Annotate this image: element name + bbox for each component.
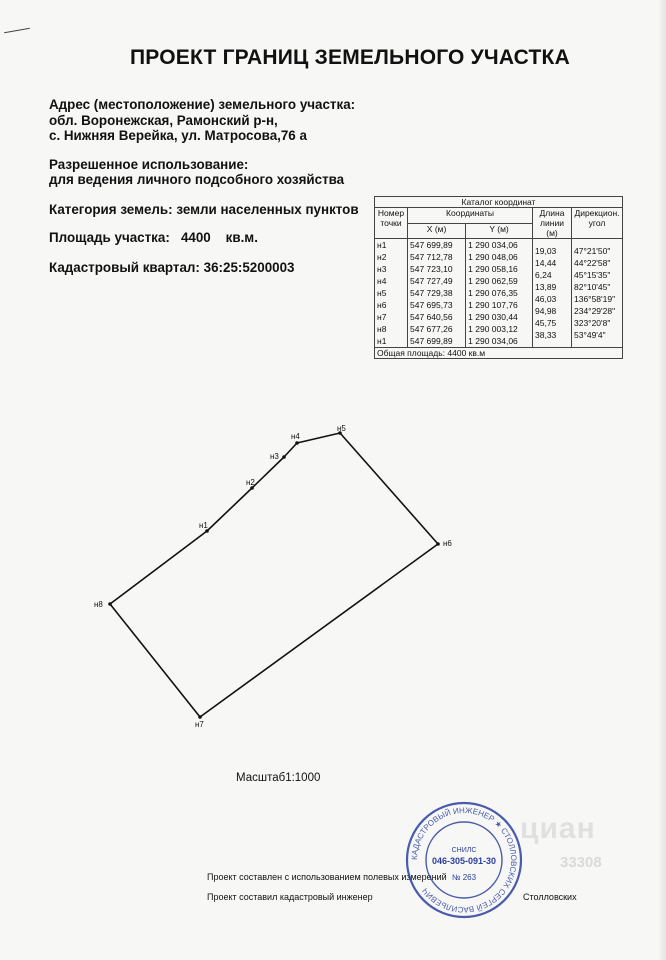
col-angle-header: Дирекцион. угол <box>572 208 623 239</box>
segment-angle: 47°21'50" <box>574 246 611 256</box>
col-coords-header: Координаты <box>408 208 533 224</box>
y-cell: 1 290 048,06 <box>466 251 533 263</box>
signer-name: Столловских <box>523 892 577 902</box>
footer-note: Проект составлен с использованием полевых измерений <box>207 872 447 882</box>
page-edge-shadow <box>658 0 666 960</box>
plot-vertex-label: н5 <box>337 424 346 433</box>
y-cell: 1 290 076,35 <box>466 287 533 299</box>
footer-engineer: Проект составил кадастровый инженер <box>207 892 373 902</box>
engineer-seal <box>404 800 524 920</box>
watermark-logo: циан <box>520 812 596 845</box>
x-cell: 547 695,73 <box>408 299 466 311</box>
x-cell: 547 729,38 <box>408 287 466 299</box>
plot-vertex-label: н1 <box>199 521 208 530</box>
plot-vertex-label: н8 <box>94 600 103 609</box>
plot-vertex-label: н3 <box>270 452 279 461</box>
scale-label: Масштаб1:1000 <box>236 772 321 784</box>
segment-length: 45,75 <box>535 318 557 328</box>
plot-vertex <box>282 455 286 459</box>
svg-text:СНИЛС: СНИЛС <box>451 847 477 854</box>
point-cell: н2 <box>375 251 408 263</box>
y-cell: 1 290 030,44 <box>466 311 533 323</box>
plot-vertex <box>108 602 112 606</box>
x-cell: 547 640,56 <box>408 311 466 323</box>
point-cell: н6 <box>375 299 408 311</box>
cadastral-value: 36:25:5200003 <box>203 260 295 275</box>
permitted-use-label: Разрешенное использование: <box>49 157 249 172</box>
x-cell: 547 712,78 <box>408 251 466 263</box>
segment-length: 19,03 <box>535 246 557 256</box>
segment-length: 38,33 <box>535 330 557 340</box>
plot-vertex <box>436 542 440 546</box>
segment-angle: 323°20'8" <box>574 318 611 328</box>
col-y-header: Y (м) <box>466 223 533 239</box>
point-cell: н4 <box>375 275 408 287</box>
y-cell: 1 290 107,76 <box>466 299 533 311</box>
y-cell: 1 290 062,59 <box>466 275 533 287</box>
catalog-total: Общая площадь: 4400 кв.м <box>375 348 623 359</box>
area-label: Площадь участка: <box>49 230 170 245</box>
address-line-2: с. Нижняя Верейка, ул. Матросова,76 а <box>49 128 307 143</box>
land-category-value: земли населенных пунктов <box>176 202 359 217</box>
segment-angle: 53°49'4" <box>574 330 606 340</box>
y-cell: 1 290 034,06 <box>466 239 533 252</box>
address-label: Адрес (местоположение) земельного участка: <box>49 97 356 112</box>
x-cell: 547 723,10 <box>408 263 466 275</box>
svg-text:№ 263: № 263 <box>451 873 477 882</box>
segment-angle: 136°58'19" <box>574 294 616 304</box>
cadastral-label: Кадастровый квартал: <box>49 260 200 275</box>
segment-angle: 234°29'28" <box>574 306 616 316</box>
y-cell: 1 290 003,12 <box>466 323 533 335</box>
area-unit: кв.м. <box>225 230 258 245</box>
svg-text:046-305-091-30: 046-305-091-30 <box>431 856 497 866</box>
land-category-label: Категория земель: <box>49 202 173 217</box>
permitted-use-value: для ведения личного подсобного хозяйства <box>49 172 345 187</box>
point-cell: н5 <box>375 287 408 299</box>
segment-angle: 44°22'58" <box>574 258 611 268</box>
catalog-title: Каталог координат <box>375 197 623 208</box>
plot-vertex-label: н6 <box>443 539 452 548</box>
segment-length: 94,98 <box>535 306 557 316</box>
point-cell: н8 <box>375 323 408 335</box>
watermark-number: 33308 <box>560 854 602 871</box>
x-cell: 547 727,49 <box>408 275 466 287</box>
plot-boundary <box>110 433 438 717</box>
plot-vertex-label: н7 <box>195 720 204 729</box>
x-cell: 547 699,89 <box>408 335 466 348</box>
svg-text:КАДАСТРОВЫЙ ИНЖЕНЕР ★ СТОЛЛОВС: КАДАСТРОВЫЙ ИНЖЕНЕР ★ СТОЛЛОВСКИХ СЕРГЕЙ ВАСИЛЬЕВИЧ <box>409 805 519 915</box>
col-length-header: Длина линии (м) <box>533 208 572 239</box>
point-cell: н7 <box>375 311 408 323</box>
point-cell: н1 <box>375 239 408 252</box>
plot-vertex <box>198 715 202 719</box>
segment-length: 14,44 <box>535 258 557 268</box>
y-cell: 1 290 058,16 <box>466 263 533 275</box>
col-x-header: X (м) <box>408 223 466 239</box>
point-cell: н1 <box>375 335 408 348</box>
plot-vertex-label: н2 <box>246 478 255 487</box>
plot-vertex-label: н4 <box>291 432 300 441</box>
segment-length: 13,89 <box>535 282 557 292</box>
y-cell: 1 290 034,06 <box>466 335 533 348</box>
document-title: ПРОЕКТ ГРАНИЦ ЗЕМЕЛЬНОГО УЧАСТКА <box>130 46 570 69</box>
segment-angle: 45°15'35" <box>574 270 611 280</box>
segment-length: 46,03 <box>535 294 557 304</box>
col-point-header: Номер точки <box>375 208 408 239</box>
x-cell: 547 699,89 <box>408 239 466 252</box>
address-line-1: обл. Воронежская, Рамонский р-н, <box>49 113 278 128</box>
segment-angle: 82°10'45" <box>574 282 611 292</box>
segment-length: 6,24 <box>535 270 552 280</box>
x-cell: 547 677,26 <box>408 323 466 335</box>
plot-vertex <box>295 441 299 445</box>
area-value: 4400 <box>180 230 211 245</box>
point-cell: н3 <box>375 263 408 275</box>
